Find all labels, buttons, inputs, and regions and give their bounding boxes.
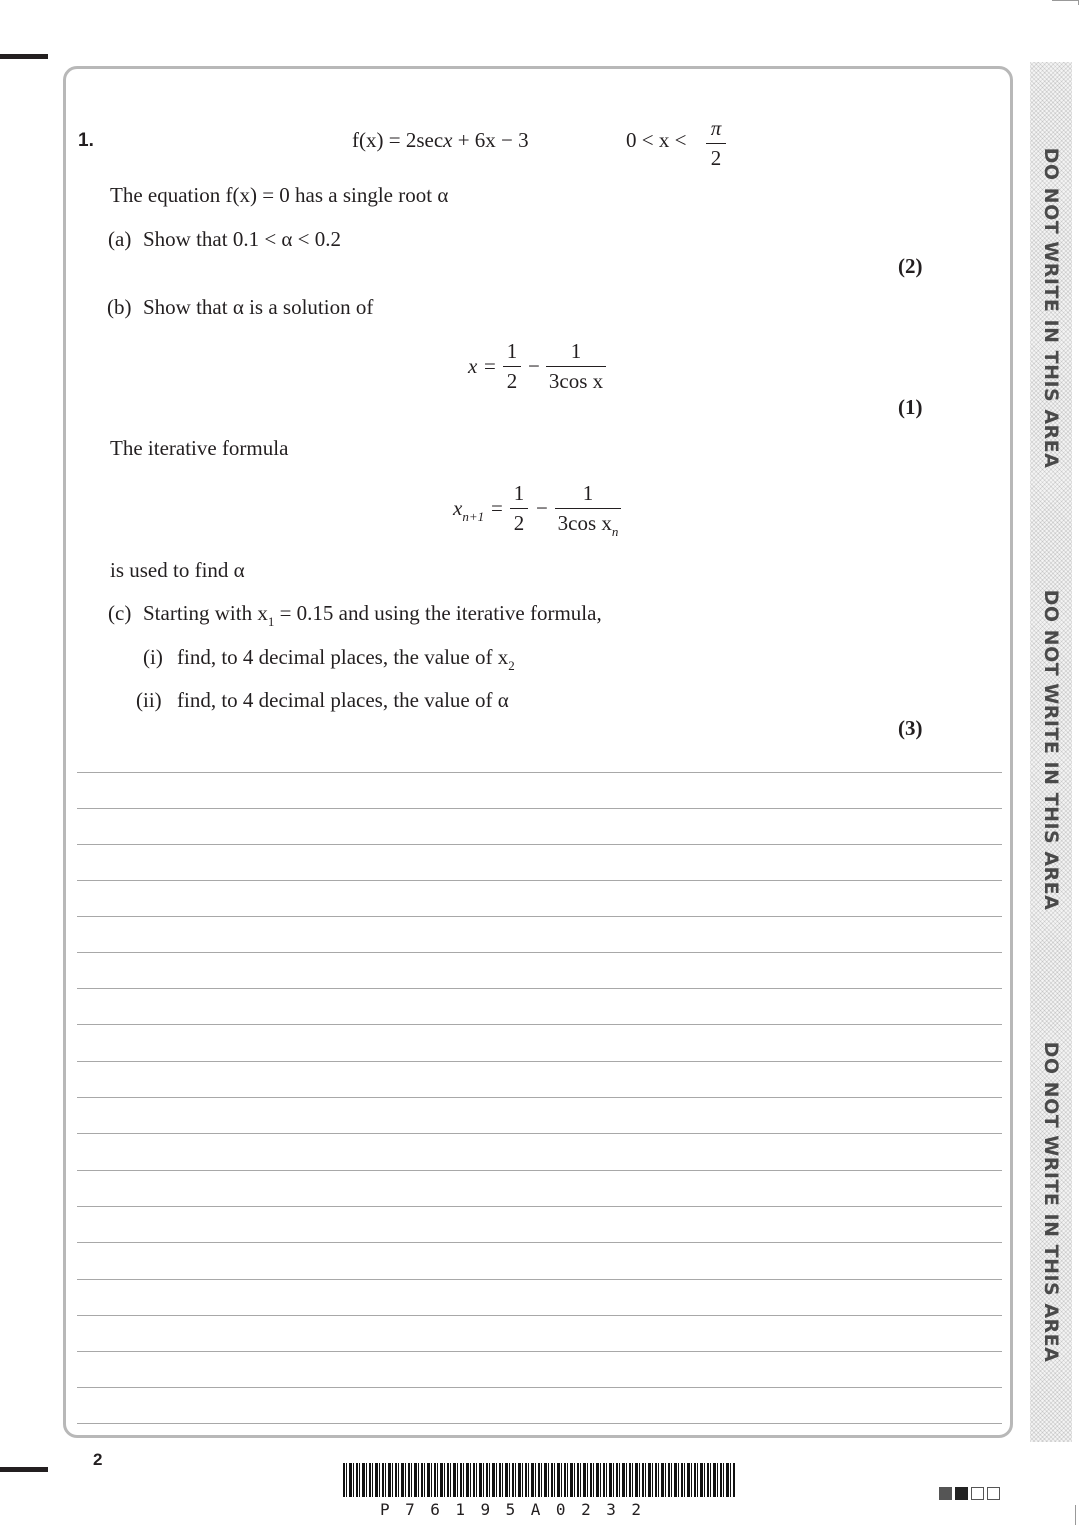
equation-b-minus: − <box>528 354 540 378</box>
answer-line[interactable] <box>77 1024 1002 1025</box>
side-notice-3: DO NOT WRITE IN THIS AREA <box>1040 1041 1062 1363</box>
part-a-text: Show that 0.1 < α < 0.2 <box>143 227 342 251</box>
progress-square-2 <box>955 1487 968 1500</box>
part-b-marks: (1) <box>898 395 923 419</box>
registration-mark-bottom-right <box>1075 1505 1076 1525</box>
answer-line[interactable] <box>77 952 1002 953</box>
part-c-i-text: find, to 4 decimal places, the value of $x_2$ <box>177 645 515 673</box>
answer-line[interactable] <box>77 808 1002 809</box>
part-c-i-label: (i) <box>143 645 163 669</box>
answer-frame <box>63 66 1013 1438</box>
side-notice-2: DO NOT WRITE IN THIS AREA <box>1040 589 1062 911</box>
registration-mark-top-right <box>1052 0 1079 5</box>
answer-line[interactable] <box>77 1242 1002 1243</box>
intro-text: The equation f(x) = 0 has a single root α <box>110 183 449 207</box>
domain-condition: 0 < x < <box>626 128 687 152</box>
answer-line[interactable] <box>77 916 1002 917</box>
equation-b-lhs: x = <box>468 354 497 378</box>
part-c-ii-text: find, to 4 decimal places, the value of α <box>177 688 509 712</box>
part-c-marks: (3) <box>898 716 923 740</box>
iterative-equals: = <box>491 496 503 520</box>
registration-mark-bottom-left <box>0 1467 48 1472</box>
answer-line[interactable] <box>77 1061 1002 1062</box>
answer-line[interactable] <box>77 1170 1002 1171</box>
answer-line[interactable] <box>77 844 1002 845</box>
iterative-lhs: $x_{n+1}$ <box>453 496 485 524</box>
iterative-intro: The iterative formula <box>110 436 289 460</box>
answer-line[interactable] <box>77 1206 1002 1207</box>
barcode <box>343 1463 735 1497</box>
answer-line[interactable] <box>77 988 1002 989</box>
part-c-text: Starting with $x_1 = 0.15$ and using the iterative formula, <box>143 601 602 629</box>
answer-line[interactable] <box>77 772 1002 773</box>
answer-line[interactable] <box>77 880 1002 881</box>
part-a-marks: (2) <box>898 254 923 278</box>
domain-fraction: π 2 <box>706 118 726 169</box>
answer-line[interactable] <box>77 1097 1002 1098</box>
answer-line[interactable] <box>77 1315 1002 1316</box>
question-number: 1. <box>78 130 94 151</box>
answer-line[interactable] <box>77 1351 1002 1352</box>
answer-line[interactable] <box>77 1279 1002 1280</box>
part-a-label: (a) <box>108 227 132 251</box>
progress-square-1 <box>939 1487 952 1500</box>
equation-b-fraction-1: 1 2 <box>503 341 521 392</box>
registration-mark-top-left <box>0 54 48 59</box>
iterative-fraction-1: 1 2 <box>510 483 528 534</box>
answer-line[interactable] <box>77 1423 1002 1424</box>
part-b-text: Show that α is a solution of <box>143 295 374 319</box>
iterative-minus: − <box>536 496 548 520</box>
progress-square-3 <box>971 1487 984 1500</box>
function-definition: f(x) = 2secx + 6x − 3 <box>352 128 529 152</box>
answer-line[interactable] <box>77 1387 1002 1388</box>
side-notice-1: DO NOT WRITE IN THIS AREA <box>1040 147 1062 469</box>
part-c-label: (c) <box>108 601 132 625</box>
progress-square-4 <box>987 1487 1000 1500</box>
part-c-ii-label: (ii) <box>136 688 162 712</box>
page-number: 2 <box>93 1450 103 1469</box>
used-text: is used to find α <box>110 558 245 582</box>
answer-line[interactable] <box>77 1133 1002 1134</box>
barcode-text: P76195A0232 <box>380 1500 657 1519</box>
equation-b-fraction-2: 1 3cos x <box>546 341 606 392</box>
part-b-label: (b) <box>107 295 132 319</box>
iterative-fraction-2: 1 3cos $x_n$ <box>555 483 621 534</box>
